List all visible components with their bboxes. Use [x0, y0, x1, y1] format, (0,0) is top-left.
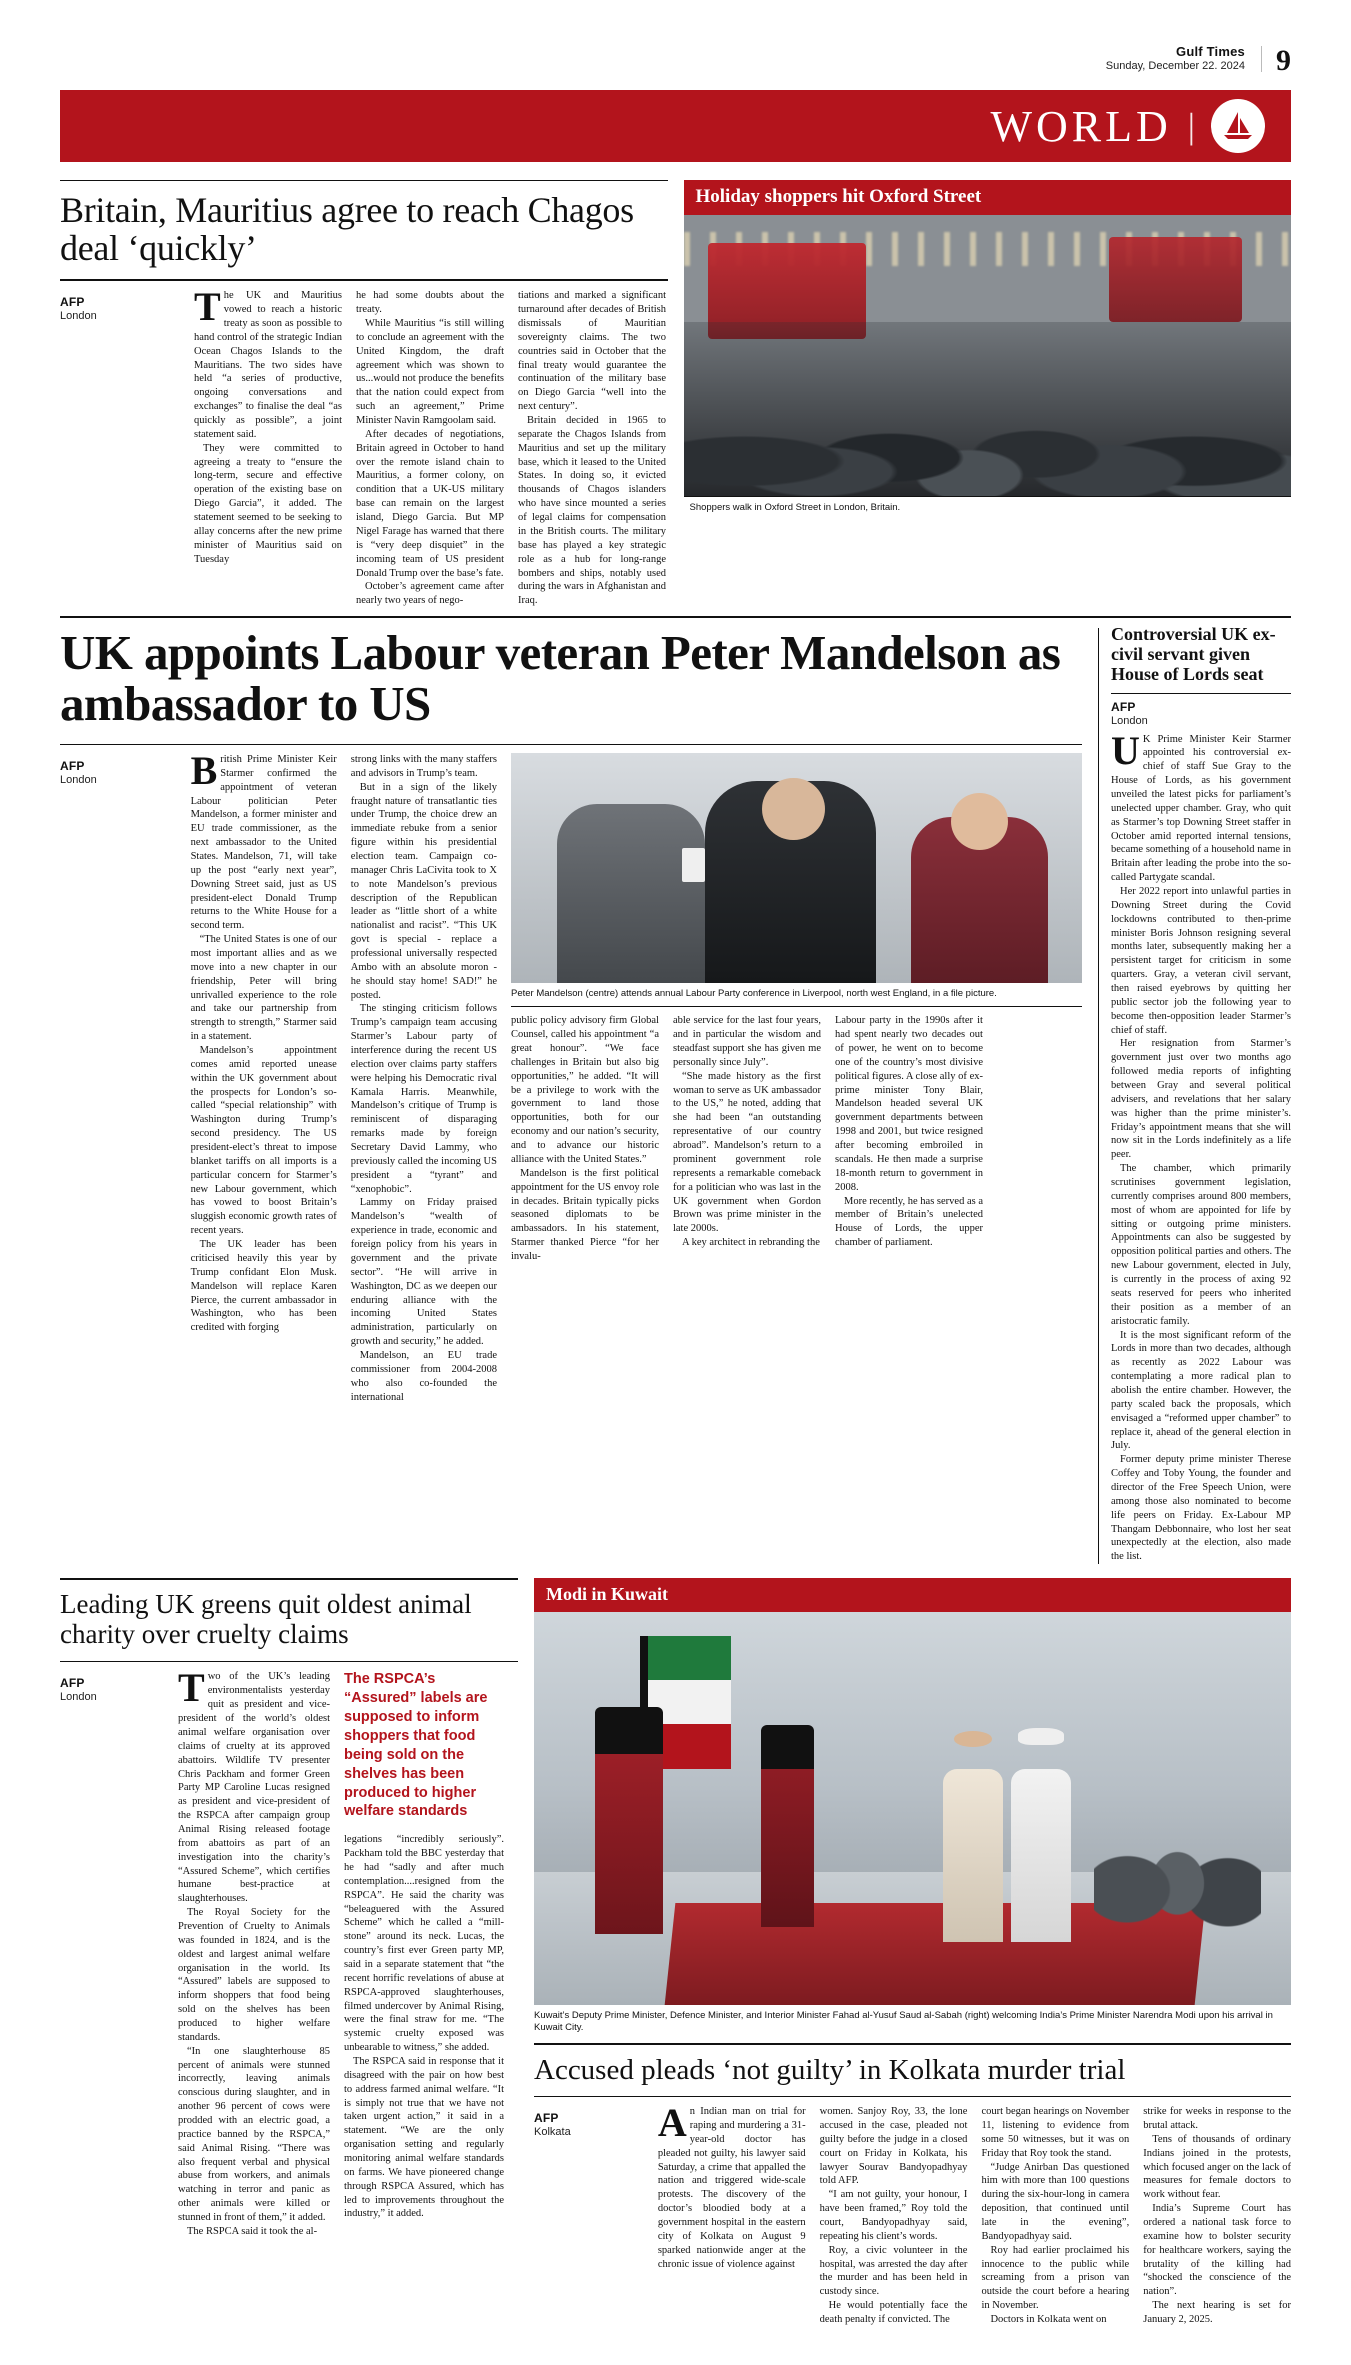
paragraph: October’s agreement came after nearly two years of nego- — [356, 581, 504, 607]
rspca-agency: AFP — [60, 1676, 85, 1691]
chagos-place: London — [60, 310, 97, 323]
rspca-col-2 — [344, 1670, 504, 2238]
paragraph: Lammy on Friday praised Mandelson’s “wealth of experience in trade, economic and foreign policy from his years in government and the private sector”. “He will arrive in Washington, DC as we deepen our enduring alliance with the incoming United States administration, particularly on growth and security,” he added. — [350, 1197, 497, 1348]
chagos-headline: Britain, Mauritius agree to reach Chagos deal ‘quickly’ — [60, 190, 634, 269]
mandelson-photo-caption: Peter Mandelson (centre) attends annual Labour Party conference in Liverpool, north west England, in a file picture. — [510, 987, 997, 999]
middle-block — [0, 616, 1351, 1564]
paragraph: Mandelson, an EU trade commissioner from 2004-2008 who also co-founded the international — [350, 1349, 497, 1403]
mandelson-place: London — [60, 773, 97, 786]
paragraph: “Judge Anirban Das questioned him with more than 100 questions during the six-hour-long in camera deposition, that continued until late in the evening”, Bandyopadhyay said. — [981, 2161, 1130, 2242]
paragraph: The RSPCA said it took the al- — [187, 2225, 318, 2237]
paragraph: UK Prime Minister Keir Starmer appointed his controversial ex-chief of staff Sue Gray to the House of Lords, as his government unveiled the latest picks for parliament’s unelected upper chamber. Gray, who quit as Starmer’s top Downing Street staffer in October amid reported internal tensions, became something of a household name in Britain after leading the probe into the so-called Partygate scandal. — [1111, 727, 1291, 884]
paragraph: tiations and marked a significant turnaround after decades of British dismissals of Mauritian sovereignty claims. The two countries said in October that the final treaty would guarantee the continuation of the military base on Diego Garcia “well into the next century”. — [518, 290, 666, 413]
paragraph: While Mauritius “is still willing to conclude an agreement with the United Kingdom, the draft agreement which was shown to us...would not produce the benefits that the nation could expect from such an agreement,” Prime Minister Navin Ramgoolam said. — [356, 318, 504, 427]
kolkata-col-3 — [981, 2105, 1129, 2327]
paragraph: Mandelson is the first political appointment for the US envoy role in decades. Britain typically picks seasoned diplomats to be ambassadors. In his statement, Starmer thanked Pierce “for her invalu- — [510, 1167, 659, 1262]
mandelson-photo — [511, 753, 1082, 983]
paragraph: public policy advisory firm Global Counsel, called his appointment “a great honour”. “We face challenges in Britain but also big opportunities,” he added. “It will be a privilege to work with the government to land those opportunities, both for our economy and our nation’s security, and to advance our historic alliance with the United States.” — [510, 1015, 659, 1165]
section-banner — [60, 90, 1291, 162]
rspca-col-1 — [178, 1665, 330, 2238]
paragraph: women. Sanjoy Roy, 33, the lone accused in the case, pleaded not guilty before the judge in a closed court on Friday in Kolkata, his lawyer Sourav Bandyopadhyay told AFP. — [819, 2106, 968, 2187]
paragraph: Britain decided in 1965 to separate the Chagos Islands from Mauritius and set up the military base, which it leased to the United States. In doing so, it evicted thousands of Chagos islanders who have since mounted a series of legal claims for compensation in the British courts. The military base has played a key strategic role as a hub for long-range bombers and ships, notably used during the wars in Afghanistan and Iraq. — [518, 415, 666, 607]
rspca-place: London — [60, 1691, 97, 1704]
paragraph: “I am not guilty, your honour, I have been framed,” Roy told the court, Bandyopadhyay said, repeating his client’s words. — [819, 2189, 968, 2242]
paragraph: India’s Supreme Court has ordered a national task force to examine how to bolster security for healthcare workers, saying the brutality of the killing had “shocked the conscience of the nation”. — [1143, 2203, 1292, 2298]
paragraph: Her resignation from Starmer’s government just over two months ago followed media reports of infighting between Gray and several political advisers, and revelations that her salary was higher than the prime minister’s. Friday’s appointment means that she will now sit in the Lords indefinitely as a life peer. — [1111, 1038, 1291, 1161]
paragraph: Two of the UK’s leading environmentalists yesterday quit as president and vice-president of the world’s oldest animal welfare organisation over claims of cruelty at its approved abattoirs. Wildlife TV presenter Chris Packham and former Green Party MP Caroline Lucas resigned as president and vice-president of the RSPCA after campaign group Animal Rising released footage from abattoirs as part of an investigation into the charity’s “Assured Scheme”, which certifies humane best-practice at slaughterhouses. — [178, 1665, 330, 1905]
paragraph: Roy, a civic volunteer in the hospital, was arrested the day after the murder and has been held in custody since. — [819, 2244, 968, 2298]
paragraph: The chamber, which primarily scrutinises government legislation, currently comprises around 800 members, most of whom are appointed for life by sitting or outgoing prime ministers. Appointments can also be suggested by opposition political parties and others. The new Labour government, elected in July, is currently in the process of axing 92 seats reserved for peers who inherited their position as a member of an aristocratic family. — [1111, 1163, 1291, 1327]
mandelson-right — [511, 753, 1082, 1404]
paragraph: The UK leader has been criticised heavily this year by Trump confidant Elon Musk. Mandelson will replace Karen Pierce, the current ambassador in Washington, who has been credited with forging — [190, 1239, 337, 1334]
paragraph: strong links with the many staffers and advisors in Trump’s team. — [350, 753, 497, 779]
paragraph: The UK and Mauritius vowed to reach a historic treaty as soon as possible to hand control of the strategic Indian Ocean Chagos Islands to the Mauritians. The two sides have held “a series of productive, ongoing conversations and exchanges” to finalise the deal “as quickly as possible”, a joint statement said. — [194, 284, 342, 440]
lords-headline: Controversial UK ex-civil servant given House of Lords seat — [1111, 624, 1276, 685]
chagos-col-2 — [356, 289, 504, 608]
article-lords — [1098, 624, 1291, 1564]
kolkata-place: Kolkata — [534, 2126, 571, 2139]
paragraph: They were committed to agreeing a treaty to “ensure the long-term, secure and effective operation of the existing base on Diego Garcia”, it added. The statement seemed to be seeking to allay concerns after the new prime minister of Mauritius said on Tuesday — [194, 442, 342, 565]
paragraph: Her 2022 report into unlawful parties in Downing Street during the Covid lockdowns contributed to then-prime minister Boris Johnson resigning several months later, subsequently making her a persistent target for criticism in some quarters. Gray, a veteran civil servant, then raised eyebrows by quitting her public sector job the following year to become then-opposition leader Starmer’s chief of staff. — [1111, 886, 1291, 1036]
oxford-photo-label: Holiday shoppers hit Oxford Street — [684, 180, 1292, 215]
photo-oxford-block — [684, 180, 1292, 608]
kolkata-agency: AFP — [534, 2111, 559, 2126]
oxford-photo-caption: Shoppers walk in Oxford Street in London, Britain. — [689, 502, 901, 513]
article-chagos — [60, 180, 668, 608]
paragraph: Doctors in Kolkata went on — [990, 2314, 1107, 2325]
kuwait-photo — [534, 1612, 1291, 2005]
masthead — [0, 0, 1351, 80]
bottom-block — [0, 1578, 1351, 2327]
publication-name: Gulf Times — [1176, 44, 1245, 59]
mandelson-col-4 — [673, 1014, 821, 1263]
paragraph: After decades of negotiations, Britain agreed in October to hand over the remote island chain to Mauritius, a former colony, on condition that a UK-US military base can remain on the largest island, Diego Garcia. But MP Nigel Farage has warned that there is “very deep disquiet” in the incoming team of US president Donald Trump over the base’s fate. — [356, 428, 504, 579]
kolkata-headline: Accused pleads ‘not guilty’ in Kolkata murder trial — [534, 2053, 1126, 2086]
paragraph: Labour party in the 1990s after it had spent nearly two decades out of power, he went on to become one of the country’s most divisive political figures. A close ally of ex-prime minister Tony Blair, Mandelson headed several UK government departments between 1998 and 2001, but twice resigned after becoming embroiled in scandals. He then made a surprise 18-month return to government in 2008. — [834, 1015, 983, 1193]
mandelson-col-1 — [190, 747, 337, 1404]
paragraph: able service for the last four years, and in particular the wisdom and steadfast support she has given me personally since July”. — [672, 1015, 821, 1068]
paragraph: Roy had earlier proclaimed his innocence to the public while screaming from a prison van outside the court before a hearing in November. — [981, 2244, 1130, 2312]
paragraph: The stinging criticism follows Trump’s campaign team accusing Starmer’s Labour party of interference during the recent US election over claims party staffers were helping his Democratic rival Kamala Harris. Meanwhile, Mandelson’s critique of Trump is reminiscent of disparaging remarks made by foreign Secretary David Lammy, who previously called the incoming US president a “tyrant” and “xenophobic”. — [350, 1003, 497, 1195]
rspca-byline — [60, 1670, 164, 2238]
mandelson-col-5 — [835, 1014, 983, 1263]
lords-place: London — [1111, 714, 1148, 727]
paragraph: The next hearing is set for January 2, 2025. — [1143, 2300, 1292, 2325]
page-number: 9 — [1276, 44, 1291, 77]
section-title: WORLD — [990, 101, 1172, 151]
rspca-pullquote: The RSPCA’s “Assured” labels are supposed to inform shoppers that food being sold on the shelves has been produced to higher welfare standards — [344, 1671, 488, 1820]
lords-body — [1111, 727, 1291, 1565]
paragraph: Tens of thousands of ordinary Indians joined in the protests, which focused anger on the lack of measures for female doctors to work without fear. — [1143, 2133, 1292, 2201]
article-mandelson — [60, 625, 1082, 1564]
oxford-photo — [684, 215, 1292, 496]
top-block — [0, 180, 1351, 608]
right-bottom — [534, 1578, 1291, 2327]
publication-date: Sunday, December 22. 2024 — [1105, 60, 1245, 73]
paragraph: But in a sign of the likely fraught nature of transatlantic ties under Trump, the choice drew an immediate rebuke from a senior figure within his presidential election team. Campaign co-manager Chris LaCivita took to X to note Mandelson’s previous description of the Republican leader as “little short of a white nationalist and racist”. “This UK govt is special - replace a professional universally respected Ambo with an absolute moron - he should stay home! SAD!” he posted. — [350, 781, 497, 1001]
chagos-byline — [60, 289, 180, 608]
kuwait-photo-label: Modi in Kuwait — [534, 1578, 1291, 1612]
kolkata-col-1 — [657, 2100, 806, 2327]
paragraph: “In one slaughterhouse 85 percent of animals were stunned incorrectly, leaving animals conscious during slaughter, and in another 96 percent of cows were prodded with an electric goad, a practice banned by the RSPCA,” said Animal Rising. “There was also frequent verbal and physical abuse from workers, and animals watching in terror and panic as other animals were killed or stunned in front of them,” it added. — [178, 2045, 330, 2223]
mandelson-headline: UK appoints Labour veteran Peter Mandelson as ambassador to US — [60, 625, 1061, 732]
masthead-divider — [1261, 46, 1262, 72]
lords-agency: AFP — [1111, 699, 1136, 714]
paragraph: It is the most significant reform of the Lords in more than two decades, although as recently as 2022 Labour was contemplating a more radical plan to abolish the entire chamber. However, the party scaled back the proposals, which envisaged a “reformed upper chamber” to replace it, ahead of the general election in July. — [1111, 1329, 1291, 1452]
kuwait-photo-caption: Kuwait’s Deputy Prime Minister, Defence Minister, and Interior Minister Fahad al-Yusuf Saud al-Sabah (right) welcoming India’s Prime Minister Narendra Modi upon his arrival in Kuwait City. — [534, 2010, 1273, 2034]
chagos-col-1 — [194, 284, 342, 608]
mandelson-col-2 — [351, 753, 497, 1404]
masthead-info — [1106, 44, 1245, 74]
paragraph: More recently, he has served as a member of Britain’s unelected House of Lords, the upper chamber of parliament. — [834, 1195, 983, 1249]
paragraph: legations “incredibly seriously”. Packham told the BBC yesterday that he had “sadly and after much contemplation....resigned from the RSPCA”. He said the charity was “beleaguered with the Assured Scheme” which he called a “mill-stone” around its neck. Lucas, the country’s first ever Green party MP, said in a separate statement that “the recent horrific revelations of abuse at RSPCA-approved slaughterhouses, filmed undercover by Animal Rising, were the final straw for me. “The systemic cruelty exposed was unbearable to witness,” she added. — [344, 1834, 504, 2054]
dhow-boat-icon — [1211, 99, 1265, 153]
paragraph: The Royal Society for the Prevention of Cruelty to Animals was founded in 1824, and is the oldest and largest animal welfare organisation in the world. Its “Assured” labels are supposed to inform shoppers that food being sold on the shelves has been produced to higher welfare standards. — [178, 1907, 330, 2043]
kolkata-col-4 — [1143, 2105, 1291, 2327]
paragraph: A key architect in rebranding the — [681, 1237, 820, 1249]
rspca-headline: Leading UK greens quit oldest animal charity over cruelty claims — [60, 1589, 472, 1649]
chagos-agency: AFP — [60, 295, 85, 310]
paragraph: he had some doubts about the treaty. — [356, 290, 504, 316]
article-rspca — [60, 1578, 518, 2327]
paragraph: “The United States is one of our most important allies and as we move into a new chapter in our friendship, Peter will bring unrivalled experience to the role and take our partnership from strength to strength,” Starmer said in a statement. — [190, 934, 337, 1043]
kolkata-byline — [534, 2105, 644, 2327]
paragraph: British Prime Minister Keir Starmer confirmed the appointment of veteran Labour politician Peter Mandelson, a former minister and EU trade commissioner, as the next ambassador to the United States. Mandelson, 71, will take up the post “early next year”, Downing Street said, just as US president-elect Donald Trump returns to the White House for a second term. — [190, 747, 337, 932]
paragraph: The RSPCA said in response that it disagreed with the pair on how best to address farmed animal welfare. “It is simply not true that we have not taken urgent action,” it said in a statement. “We are the only organisation setting and regularly monitoring animal welfare standards on farms. We have pioneered change through RSPCA Assured, which has led to improvements throughout the industry,” it added. — [344, 2055, 504, 2220]
mandelson-agency: AFP — [60, 758, 85, 773]
paragraph: strike for weeks in response to the brutal attack. — [1143, 2106, 1292, 2131]
paragraph: Former deputy prime minister Therese Coffey and Toby Young, the founder and director of the Free Speech Union, were among those also nominated to become life peers on Friday. Ex-Labour MP Thangam Debbonnaire, who lost her seat unexpectedly at the election, also made the list. — [1111, 1454, 1291, 1563]
paragraph: He would potentially face the death penalty if convicted. The — [819, 2300, 968, 2325]
banner-separator: | — [1187, 106, 1195, 146]
chagos-col-3 — [518, 289, 666, 608]
kolkata-col-2 — [820, 2105, 968, 2327]
mandelson-byline — [60, 753, 177, 1404]
mandelson-col-3 — [511, 1014, 659, 1263]
paragraph: Mandelson’s appointment comes amid reported unease within the UK government about the prospects for London’s so-called “special relationship” with Washington during Trump’s second presidency. The US president-elect’s threat to impose blanket tariffs on all imports is a particular concern for Starmer’s new Labour government, which has vowed to boost Britain’s sluggish economic growth rates of recent years. — [190, 1045, 337, 1237]
paragraph: court began hearings on November 11, listening to evidence from some 50 witnesses, but it was on Friday that Roy took the stand. — [981, 2106, 1130, 2159]
paragraph: “She made history as the first woman to serve as UK ambassador to the US,” he noted, adding that she had been “an outstanding representative of our country abroad”. Mandelson’s return to a prominent government role represents a remarkable comeback for a politician who was last in the UK government when Gordon Brown was prime minister in the late 2000s. — [672, 1070, 821, 1235]
paragraph: An Indian man on trial for raping and murdering a 31-year-old doctor has pleaded not guilty, his lawyer said Saturday, a crime that appalled the nation and triggered wide-scale protests. The discovery of the doctor’s bloodied body at a government hospital in the eastern city of Kolkata on August 9 sparked nationwide anger at the chronic issue of violence against — [657, 2100, 806, 2270]
